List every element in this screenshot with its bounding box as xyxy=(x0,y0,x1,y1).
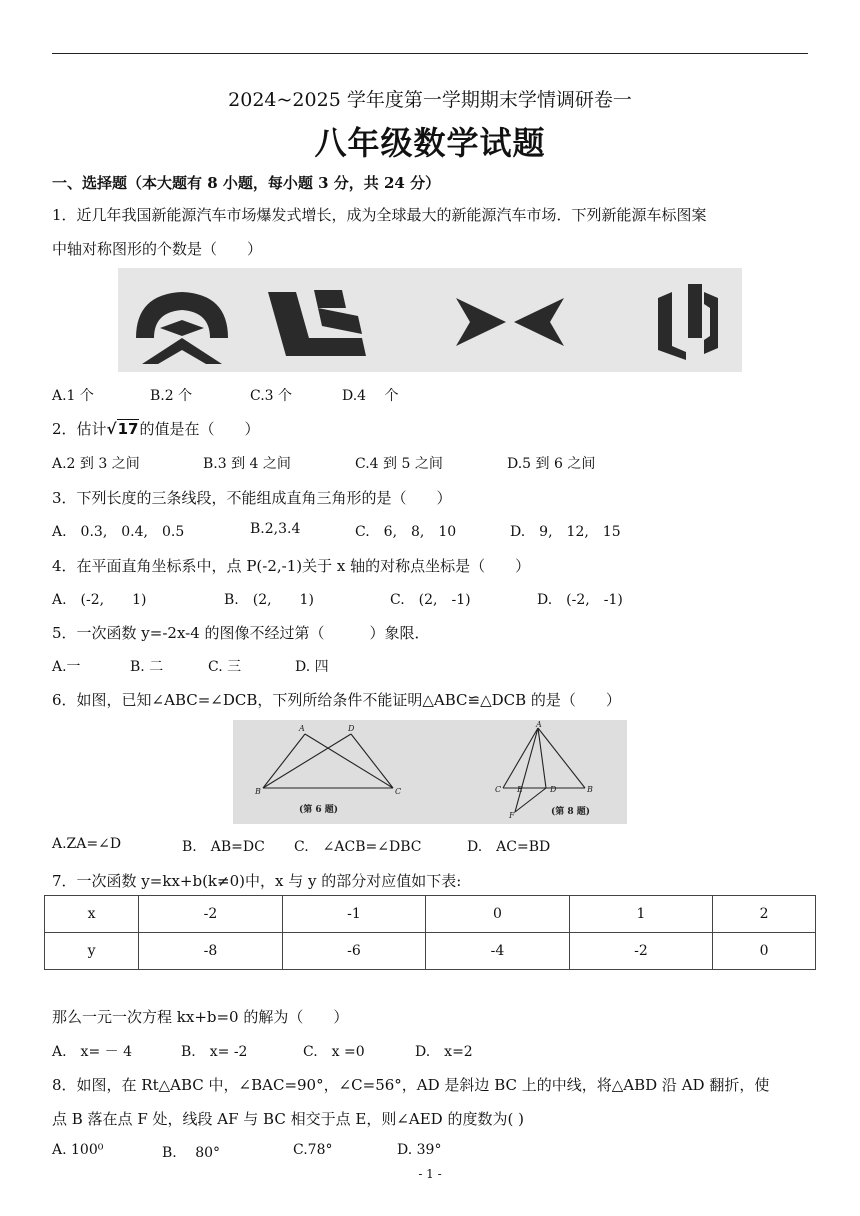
car-logo-2-icon xyxy=(268,290,366,356)
q3-option-a: A. 0.3, 0.4, 0.5 xyxy=(52,524,185,540)
fig8-label-c: C xyxy=(495,785,502,794)
sqrt-symbol: √17 xyxy=(106,420,139,438)
figure-8-diagram xyxy=(503,728,585,812)
q2-option-c: C.4 到 5 之间 xyxy=(355,456,443,472)
q6-option-c: C. ∠ACB=∠DBC xyxy=(294,839,422,855)
fig8-label-b: B xyxy=(587,785,593,794)
q2-radicand: 17 xyxy=(117,420,139,438)
table-cell: x xyxy=(45,896,139,933)
table-cell: -8 xyxy=(139,933,283,970)
q7-value-table xyxy=(44,895,816,970)
q6-q8-figures xyxy=(233,720,627,824)
q1-option-a: A.1 个 xyxy=(52,388,94,404)
fig6-label-a: A xyxy=(299,724,305,733)
fig8-label-f: F xyxy=(509,811,515,820)
q5-option-d: D. 四 xyxy=(295,659,329,675)
q8-option-c: C.78° xyxy=(293,1142,333,1158)
table-cell: -6 xyxy=(282,933,426,970)
q2-question xyxy=(52,418,259,439)
q3-option-c: C. 6, 8, 10 xyxy=(355,524,457,540)
fig6-label-c: C xyxy=(395,787,402,796)
fig8-label-d: D xyxy=(550,785,557,794)
table-cell: -1 xyxy=(282,896,426,933)
car-logo-3-icon xyxy=(456,298,564,346)
table-cell: -2 xyxy=(569,933,713,970)
q3-option-b: B.2,3.4 xyxy=(250,521,301,537)
exam-title: 八年级数学试题 xyxy=(314,124,546,162)
q5-option-b: B. 二 xyxy=(130,659,164,675)
q6-option-b: B. AB=DC xyxy=(182,839,265,855)
q7-followup: 那么一元一次方程 kx+b=0 的解为（ ） xyxy=(52,1008,349,1026)
table-cell: -2 xyxy=(139,896,283,933)
q8-option-b: B. 80° xyxy=(162,1145,221,1161)
q4-option-d: D. (-2, -1) xyxy=(537,592,623,608)
page-number: - 1 - xyxy=(418,1167,442,1181)
figure-6-diagram xyxy=(263,734,393,788)
table-cell: y xyxy=(45,933,139,970)
table-cell: 0 xyxy=(426,896,570,933)
table-cell: 2 xyxy=(713,896,816,933)
q5-option-a: A.一 xyxy=(52,659,81,675)
table-row-y xyxy=(45,933,816,970)
q6-question: 6．如图，已知∠ABC=∠DCB，下列所给条件不能证明△ABC≌△DCB 的是（ ） xyxy=(52,691,621,709)
fig8-label-e: E xyxy=(517,785,523,794)
q7-question: 7．一次函数 y=kx+b(k≠0)中，x 与 y 的部分对应值如下表: xyxy=(52,872,462,890)
fig6-label-d: D xyxy=(348,724,355,733)
car-logo-1-icon xyxy=(136,292,228,364)
q1-option-c: C.3 个 xyxy=(250,388,293,404)
q5-option-c: C. 三 xyxy=(208,659,242,675)
fig6-label-b: B xyxy=(255,787,261,796)
fig8-caption: (第 8 题) xyxy=(551,807,591,817)
q1-option-b: B.2 个 xyxy=(150,388,193,404)
q6-option-a: A.ZA=∠D xyxy=(52,836,122,852)
q8-line2: 点 B 落在点 F 处，线段 AF 与 BC 相交于点 E，则∠AED 的度数为( ) xyxy=(52,1110,524,1128)
q7-option-b: B. x= -2 xyxy=(181,1044,248,1060)
fig8-label-a: A xyxy=(536,720,542,729)
q1-option-d: D.4 个 xyxy=(342,388,399,404)
section-heading: 一、选择题（本大题有 8 小题，每小题 3 分，共 24 分） xyxy=(52,174,441,192)
q5-question: 5．一次函数 y=-2x-4 的图像不经过第（ ）象限． xyxy=(52,624,430,642)
car-logo-4-icon xyxy=(658,284,718,360)
q8-line1: 8．如图，在 Rt△ABC 中，∠BAC=90°，∠C=56°，AD 是斜边 BC 上的中线，将△ABD 沿 AD 翻折，使 xyxy=(52,1076,770,1094)
exam-subtitle: 2024~2025 学年度第一学期期末学情调研卷一 xyxy=(228,89,632,111)
q8-option-d: D. 39° xyxy=(397,1142,442,1158)
q4-question: 4．在平面直角坐标系中，点 P(-2,-1)关于 x 轴的对称点坐标是（ ） xyxy=(52,557,531,575)
table-cell: 1 xyxy=(569,896,713,933)
q1-line2: 中轴对称图形的个数是（ ） xyxy=(52,240,263,258)
table-row-x xyxy=(45,896,816,933)
table-cell: 0 xyxy=(713,933,816,970)
table-cell: -4 xyxy=(426,933,570,970)
q4-option-a: A. (-2, 1) xyxy=(52,592,147,608)
q7-option-d: D. x=2 xyxy=(415,1044,473,1060)
q3-question: 3．下列长度的三条线段，不能组成直角三角形的是（ ） xyxy=(52,489,452,507)
q4-option-c: C. (2, -1) xyxy=(390,592,471,608)
top-rule xyxy=(52,53,808,54)
q7-option-a: A. x= － 4 xyxy=(52,1044,132,1060)
q2-option-a: A.2 到 3 之间 xyxy=(52,456,140,472)
q8-option-a: A. 100⁰ xyxy=(52,1142,104,1158)
q2-option-b: B.3 到 4 之间 xyxy=(203,456,291,472)
q3-option-d: D. 9, 12, 15 xyxy=(510,524,621,540)
q6-option-d: D. AC=BD xyxy=(467,839,551,855)
q2-prefix: 2．估计 xyxy=(52,420,107,438)
q2-suffix: 的值是在（ ） xyxy=(139,420,260,438)
q1-line1: 1．近几年我国新能源汽车市场爆发式增长，成为全球最大的新能源汽车市场．下列新能源车标图案 xyxy=(52,206,707,224)
q2-option-d: D.5 到 6 之间 xyxy=(507,456,596,472)
fig6-caption: (第 6 题) xyxy=(299,805,339,815)
q7-option-c: C. x =0 xyxy=(303,1044,365,1060)
q4-option-b: B. (2, 1) xyxy=(224,592,314,608)
q1-logo-figure xyxy=(118,268,742,372)
